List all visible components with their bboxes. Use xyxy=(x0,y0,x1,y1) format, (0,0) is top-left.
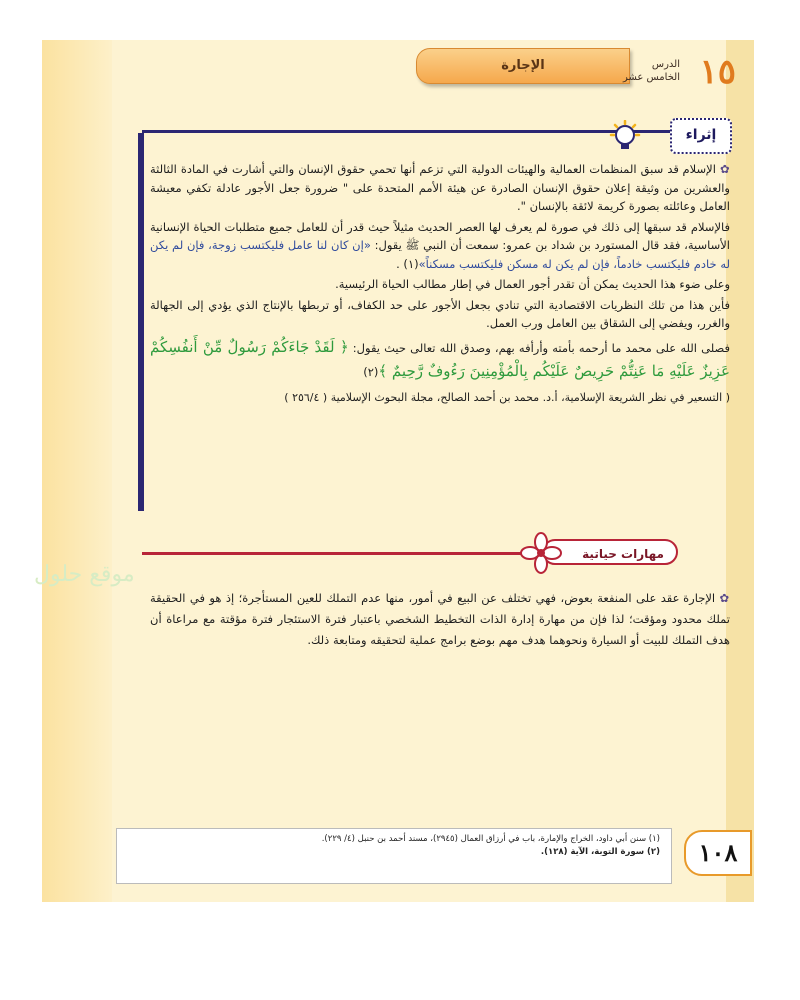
enrichment-badge: إثراء xyxy=(670,118,732,154)
paragraph: ✿ الإجارة عقد على المنفعة بعوض، فهي تختلف عن البيع في أمور، منها عدم التملك للعين المستأجرة؛ إذ هو في الحقيقة تملك محدود ومؤقت؛ لذا فإن من مهارة إدارة الذات التخطيط الشخصي باعتبار فترة الاستئجار فترة مؤقتة مع مراعاة أن هدف التملك للبيت أو السيارة ونحوهما هدف مهم بوضع برامج عملية لتحقيقه ومتابعة ذلك. xyxy=(150,591,730,647)
life-skills-text xyxy=(150,588,730,651)
lesson-label-line2: الخامس عشر xyxy=(622,72,680,83)
paragraph: ✿ الإسلام قد سبق المنظمات العمالية والهيئات الدولية التي تزعم أنها تحمي حقوق الإنسان والتي أشارت في المادة الثالثة والعشرين من وثيقة إعلان حقوق الإنسان الصادرة عن هيئة الأمم المتحدة على " ضرورة جعل الأجور عادلة تكفي معيشة العامل وعائلته بصورة كريمة لائقة بالإنسان ". xyxy=(150,162,730,213)
flower-icon xyxy=(520,532,562,574)
footnote: (٢) سورة التوبة، الآية (١٢٨). xyxy=(540,847,660,857)
lightbulb-icon xyxy=(607,120,643,156)
enrichment-side-bar xyxy=(138,133,144,511)
paragraph: فصلى الله على محمد ما أرحمه بأمته وأرأفه بهم، وصدق الله تعالى حيث يقول: ﴿ لَقَدْ جَاءَكُمْ رَسُولٌ مِّنْ أَنفُسِكُمْ عَزِيزٌ عَلَيْهِ مَا عَنِتُّمْ حَرِيصٌ عَلَيْكُم بِالْمُؤْمِنِينَ رَءُوفٌ رَّحِيمٌ ﴾(٢) xyxy=(150,337,731,380)
paragraph: فالإسلام قد سبقها إلى ذلك في صورة لم يعرف لها العصر الحديث مثيلاً حيث قدر أن للعامل جميع متطلبات الحياة الإنسانية الأساسية، فقد قال المستورد بن شداد بن عمرو: سمعت أن النبي ﷺ يقول: «إن كان لنا عامل فليكتسب زوجة، فإن لم يكن له خادم فليكتسب خادماً، فإن لم يكن له مسكن فليكتسب مسكناً»(١) . xyxy=(150,219,731,271)
source-reference: ( التسعير في نظر الشريعة الإسلامية، أ.د. محمد بن أحمد الصالح، مجلة البحوث الإسلامية ( ٢٥٦/٤ ) xyxy=(284,390,730,404)
lesson-title: الإجارة xyxy=(416,48,630,84)
paragraph: فأين هذا من تلك النظريات الاقتصادية التي تنادي بجعل الأجور على حد الكفاف، أو تربطها بالإنتاج الذي يؤدي إلى الجهالة والغرر، ويفضي إلى الشقاق بين العامل ورب العمل. xyxy=(150,297,730,330)
quran-verse: ﴿ لَقَدْ جَاءَكُمْ رَسُولٌ مِّنْ أَنفُسِكُمْ عَزِيزٌ عَلَيْهِ مَا عَنِتُّمْ حَرِيصٌ عَلَيْكُم بِالْمُؤْمِنِينَ رَءُوفٌ رَّحِيمٌ ﴾ xyxy=(150,337,730,380)
right-decorative-band xyxy=(726,40,754,902)
lesson-label xyxy=(623,58,680,84)
footnotes xyxy=(130,833,660,859)
paragraph: وعلى ضوء هذا الحديث يمكن أن تقدر أجور العمال في إطار مطالب الحياة الرئيسية. xyxy=(335,277,730,291)
watermark: موقع حلول xyxy=(34,562,135,587)
textbook-page xyxy=(34,40,754,902)
enrichment-text xyxy=(150,160,730,409)
lesson-label-line1: الدرس xyxy=(651,59,680,70)
enrichment-rule xyxy=(142,130,682,133)
left-decorative-band xyxy=(42,40,112,902)
footnote-ref-2: (٢) xyxy=(363,364,379,379)
life-skills-rule xyxy=(142,552,582,555)
footnote-ref-1: (١) . xyxy=(396,256,419,271)
life-skills-badge: مهارات حياتية xyxy=(542,539,678,565)
footnote: (١) سنن أبي داود، الخراج والإمارة، باب في أرزاق العمال (٢٩٤٥)، مسند أحمد بن حنبل (٤/ ٢٢٩). xyxy=(321,834,660,844)
hadith-quote: «إن كان لنا عامل فليكتسب زوجة، فإن لم يكن له خادم فليكتسب خادماً، فإن لم يكن له مسكن فليكتسب مسكناً» xyxy=(150,238,730,271)
bullet-icon: ✿ xyxy=(715,591,730,605)
bullet-icon: ✿ xyxy=(715,162,730,176)
lesson-number: ١٥ xyxy=(699,52,736,92)
page-number: ١٠٨ xyxy=(684,830,752,876)
